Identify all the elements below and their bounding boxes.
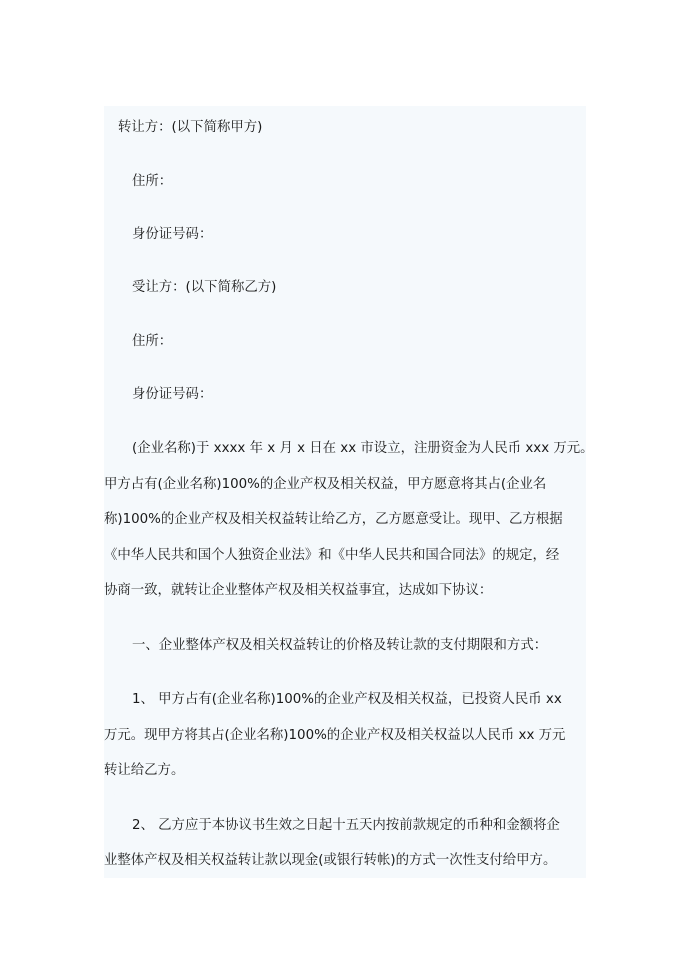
transferor-line: 转让方：(以下简称甲方) (118, 120, 263, 135)
transferor-address-line: 住所： (132, 174, 173, 189)
clause-2-line-2: 业整体产权及相关权益转让款以现金(或银行转帐)的方式一次性支付给甲方。 (104, 853, 557, 868)
clause-2-line-1: 2、 乙方应于本协议书生效之日起十五天内按前款规定的币种和金额将企 (132, 818, 560, 833)
transferee-id-line: 身份证号码： (132, 387, 213, 402)
clause-1-line-1: 1、 甲方占有(企业名称)100%的企业产权及相关权益，已投资人民币 xx (132, 692, 562, 707)
section-1-heading: 一、企业整体产权及相关权益转让的价格及转让款的支付期限和方式： (132, 638, 548, 653)
intro-line-1: (企业名称)于 xxxx 年 x 月 x 日在 xx 市设立，注册资金为人民币 xxx 万元。 (132, 441, 594, 456)
transferee-line: 受让方：(以下简称乙方) (132, 280, 277, 295)
clause-1-line-2: 万元。现甲方将其占(企业名称)100%的企业产权及相关权益以人民币 xx 万元 (104, 728, 566, 743)
intro-line-4: 《中华人民共和国个人独资企业法》和《中华人民共和国合同法》的规定，经 (104, 548, 560, 563)
intro-line-3: 称)100%的企业产权及相关权益转让给乙方，乙方愿意受让。现甲、乙方根据 (104, 512, 563, 527)
transferor-id-line: 身份证号码： (132, 227, 213, 242)
intro-line-2: 甲方占有(企业名称)100%的企业产权及相关权益，甲方愿意将其占(企业名 (104, 477, 547, 492)
transferee-address-line: 住所： (132, 334, 173, 349)
intro-line-5: 协商一致，就转让企业整体产权及相关权益事宜，达成如下协议： (104, 583, 493, 598)
clause-1-line-3: 转让给乙方。 (104, 763, 185, 778)
